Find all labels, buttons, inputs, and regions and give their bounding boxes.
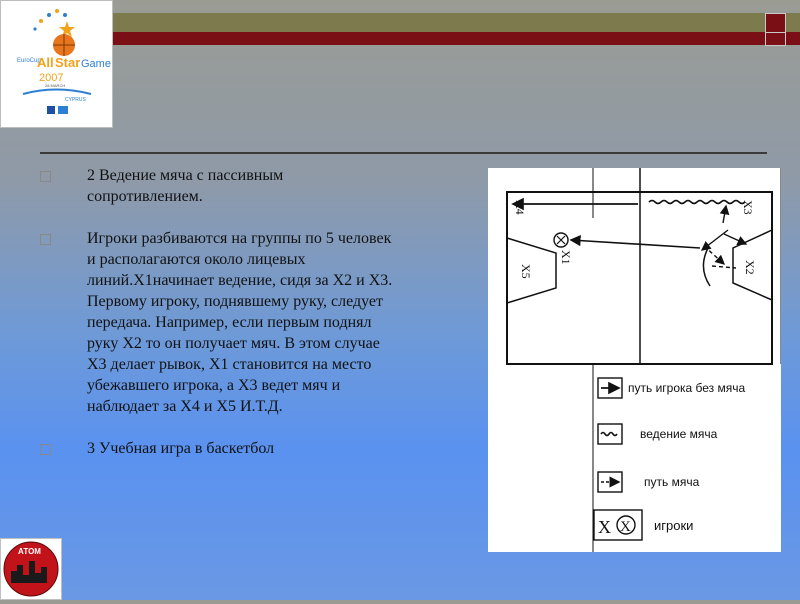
logo-brand: EuroCup (17, 58, 41, 64)
legend-x-symbol: X (598, 517, 611, 537)
allstar-logo-graphic (1, 1, 112, 127)
player-label: X3 (741, 200, 755, 215)
bullet-text: 2 Ведение мяча с пассивным сопротивлением. (87, 167, 284, 205)
bullet-text: Игроки разбиваются на группы по 5 человек и располагаются около лицевых линий.Х1начинает ведение, сидя за Х2 и Х3. Первому игроку, поднявшему руку, следует передача. Например, если первым поднял руку Х2 то он получает мяч. В этом случае Х3 делает рывок, Х1 становится на место убежавшего игрока, а Х3 ведет мяч и наблюдает за Х4 и Х5 И.Т.Д. (87, 230, 393, 415)
atom-badge-graphic (1, 539, 61, 599)
logo-title-game: Game (81, 58, 111, 70)
atom-badge-logo (0, 538, 62, 600)
player-label: X5 (519, 264, 533, 279)
logo-title-all: All (37, 55, 54, 70)
list-item (40, 228, 400, 417)
player-label: X4 (513, 200, 527, 215)
list-item (40, 438, 400, 459)
eurocup-allstar-logo (0, 0, 113, 128)
drill-diagram (488, 168, 781, 552)
content-bullet-list (40, 165, 400, 459)
legend-x-circled-symbol: X (620, 519, 631, 535)
title-band-olive (0, 13, 800, 32)
corner-square-top (765, 13, 786, 34)
basketball-court-diagram (488, 168, 781, 552)
badge-text: АТОМ (18, 547, 41, 556)
court (507, 168, 781, 364)
title-band-red (0, 32, 800, 45)
player-label: X2 (743, 260, 757, 275)
bullet-text: 3 Учебная игра в баскетбол (87, 440, 275, 457)
corner-square-bottom (765, 32, 786, 46)
legend-label: ведение мяча (640, 427, 718, 441)
bullet-square-icon (40, 234, 51, 245)
logo-country: CYPRUS (65, 97, 86, 103)
list-item (40, 165, 400, 207)
logo-title-star: Star (55, 55, 81, 70)
legend-label: путь мяча (644, 475, 700, 489)
title-divider (40, 152, 767, 154)
logo-year: 2007 (39, 72, 64, 84)
legend-label: путь игрока без мяча (628, 381, 746, 395)
bullet-square-icon (40, 444, 51, 455)
diagram-legend (594, 378, 746, 540)
bullet-square-icon (40, 171, 51, 182)
legend-label: игроки (654, 518, 694, 533)
player-label: X1 (559, 250, 573, 265)
logo-date: 28 MARCH (45, 83, 66, 88)
